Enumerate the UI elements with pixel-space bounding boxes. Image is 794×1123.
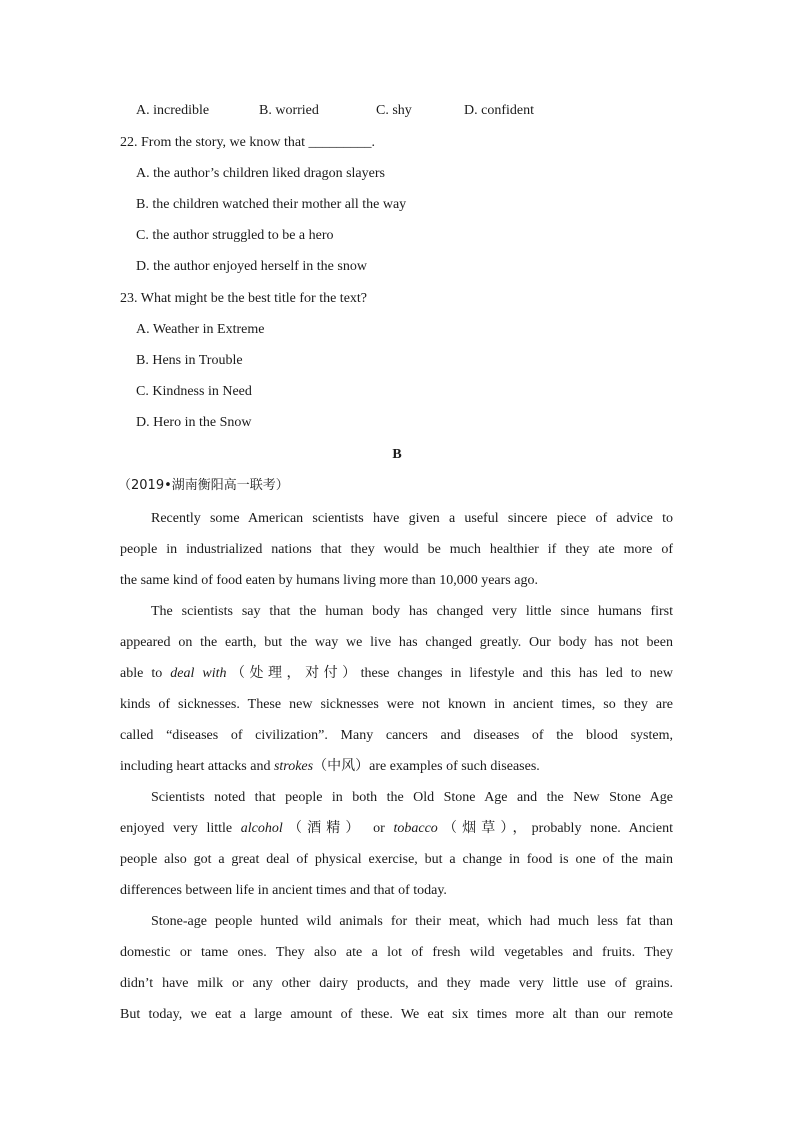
passage-line: differences between life in ancient times and that of today. [120, 883, 447, 898]
passage-line: Stone-age people hunted wild animals for their meat, which had much less fat than [151, 914, 673, 929]
passage-line: Scientists noted that people in both the Old Stone Age and the New Stone Age [151, 790, 673, 805]
term-alcohol: alcohol [240, 821, 283, 836]
passage-line: kinds of sicknesses. These new sicknesses were not known in ancient times, so they are [120, 697, 673, 712]
passage-line: didn’t have milk or any other dairy products, and they made very little use of grains. [120, 976, 673, 991]
q21-option-c: C. shy [376, 103, 412, 118]
passage-line: able to deal with（处理，对付）these changes in lifestyle and this has led to new [120, 666, 674, 681]
q22-option-b: B. the children watched their mother all the way [136, 197, 407, 212]
q21-option-b: B. worried [259, 103, 319, 118]
passage-line: domestic or tame ones. They also ate a lot of fresh wild vegetables and fruits. They [120, 945, 673, 960]
source-note: （2019•湖南衡阳高一联考） [118, 478, 289, 493]
passage-line: appeared on the earth, but the way we live has changed greatly. Our body has not been [120, 635, 673, 650]
passage-line: But today, we eat a large amount of these. We eat six times more alt than our remote [120, 1007, 673, 1022]
passage-line: called “diseases of civilization”. Many cancers and diseases of the blood system, [120, 728, 673, 743]
q23-option-d: D. Hero in the Snow [136, 415, 252, 430]
q22-option-c: C. the author struggled to be a hero [136, 228, 334, 243]
passage-line: people in industrialized nations that they would be much healthier if they ate more of [120, 542, 673, 557]
q23-option-a: A. Weather in Extreme [136, 322, 265, 337]
passage-line: including heart attacks and strokes（中风）are examples of such diseases. [120, 759, 540, 774]
passage-line: Recently some American scientists have given a useful sincere piece of advice to [151, 511, 673, 526]
passage-line: the same kind of food eaten by humans living more than 10,000 years ago. [120, 573, 538, 588]
passage-line: enjoyed very little alcohol（酒精） or tobacco（烟草），probably none. Ancient [120, 821, 673, 836]
q23-stem: 23. What might be the best title for the text? [120, 291, 368, 306]
section-label: B [392, 447, 402, 462]
q23-option-b: B. Hens in Trouble [136, 353, 243, 368]
reading-passage [120, 503, 673, 1030]
q23-option-c: C. Kindness in Need [136, 384, 252, 399]
term-strokes: strokes [273, 759, 314, 774]
q21-option-d: D. confident [464, 103, 534, 118]
q21-option-a: A. incredible [136, 103, 210, 118]
term-deal-with: deal with [170, 666, 227, 681]
passage-line: The scientists say that the human body has changed very little since humans first [151, 604, 673, 619]
q22-option-a: A. the author’s children liked dragon slayers [136, 166, 385, 181]
q22-option-d: D. the author enjoyed herself in the snow [136, 259, 367, 274]
q22-stem: 22. From the story, we know that _________. [120, 135, 375, 150]
term-tobacco: tobacco [393, 821, 438, 836]
passage-line: people also got a great deal of physical exercise, but a change in food is one of the main [120, 852, 673, 867]
